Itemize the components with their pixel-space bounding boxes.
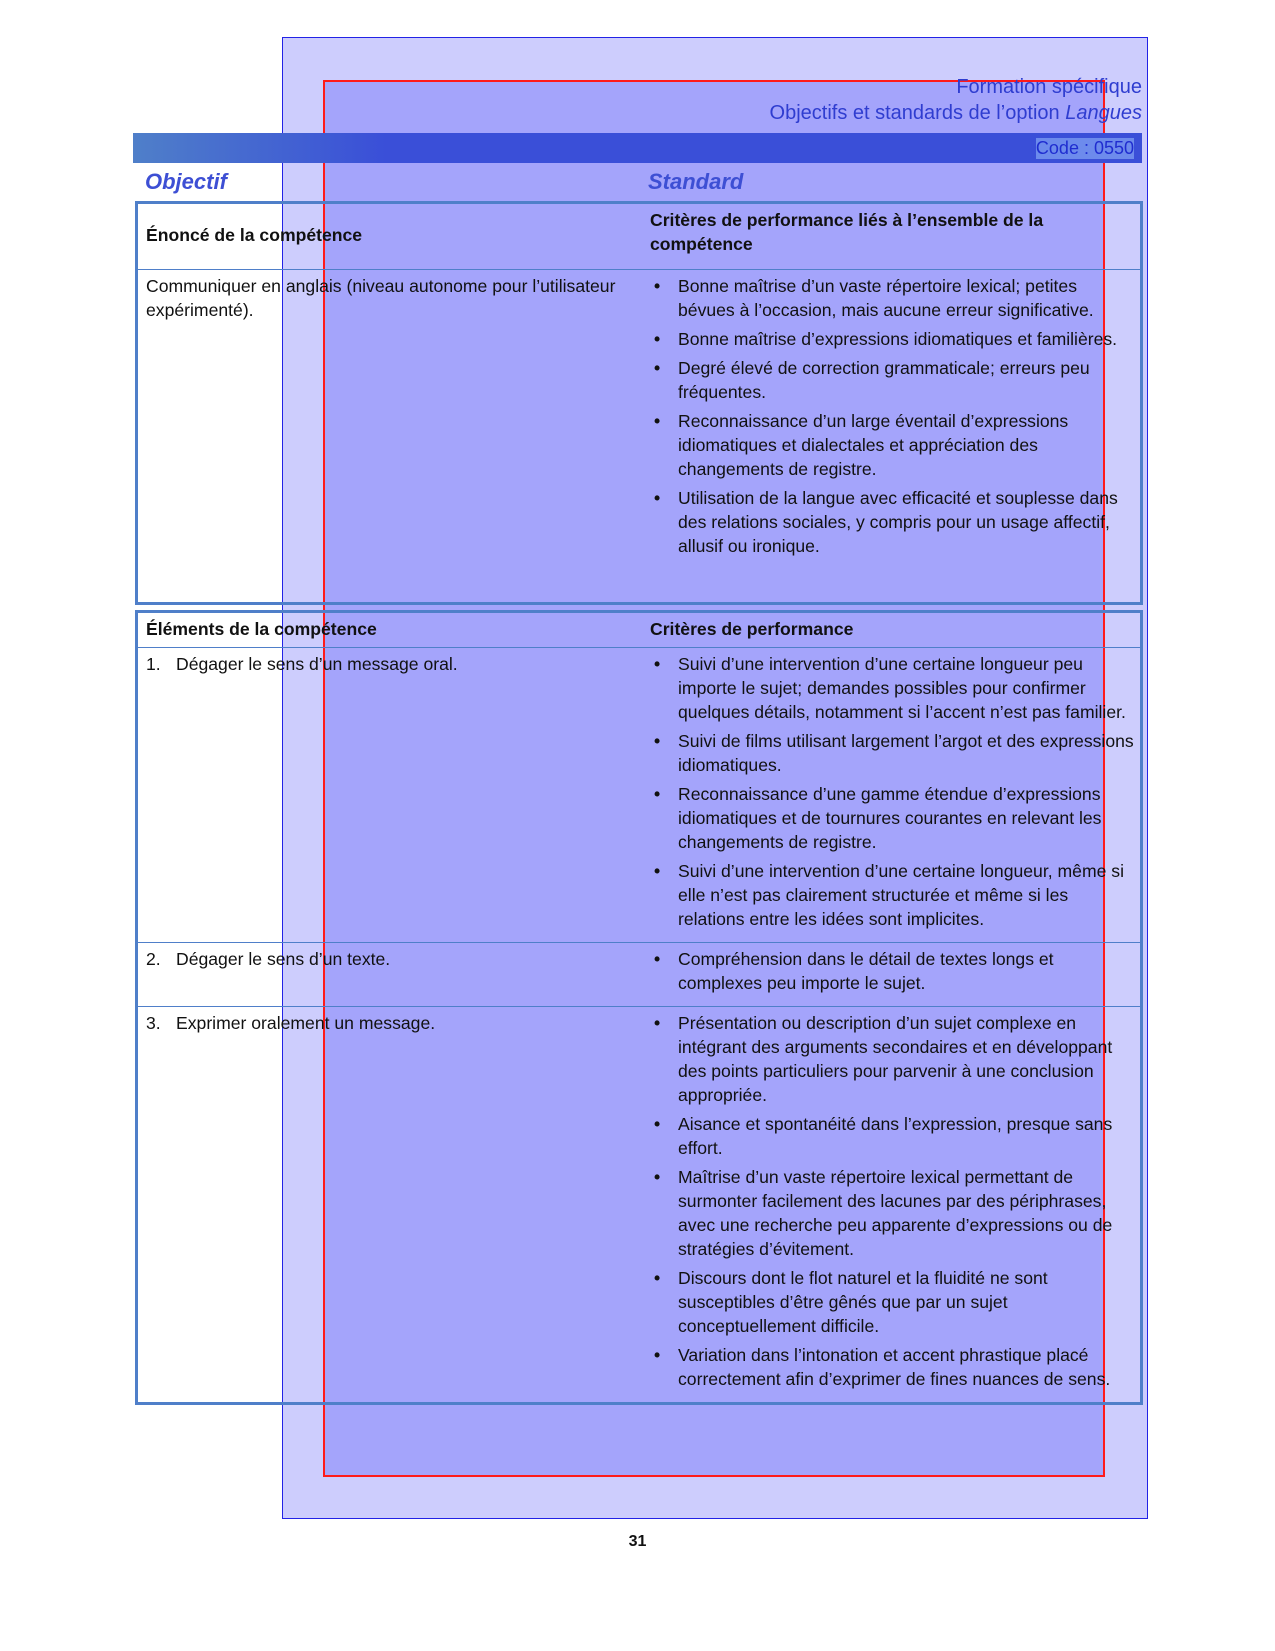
element-label [146,1011,636,1035]
header-title: Formation spécifique [956,76,1142,98]
criterion-item: • Degré élevé de correction grammaticale; erreurs peu fréquentes. [650,356,1134,404]
element-criteria-list [650,947,1134,995]
element-label-cell [137,943,643,1007]
program-code: Code : 0550 [1035,138,1134,158]
criterion-item: • Suivi de films utilisant largement l’argot et des expressions idiomatiques. [650,729,1134,777]
element-number: 3. [146,1013,161,1033]
header-subtitle [770,102,1142,125]
criterion-item: • Bonne maîtrise d’un vaste répertoire lexical; petites bévues à l’occasion, mais aucune erreur significative. [650,274,1134,322]
elements-header: Éléments de la compétence [146,619,377,639]
element-label-cell [137,1007,643,1404]
competence-statement: Communiquer en anglais (niveau autonome pour l’utilisateur expérimenté). [137,269,643,603]
element-criteria-list [650,652,1134,931]
element-text: Dégager le sens d’un message oral. [176,654,458,674]
criterion-item: • Discours dont le flot naturel et la fluidité ne sont susceptibles d’être gênés que par un sujet conceptuellement difficile. [650,1266,1134,1338]
criterion-item: • Maîtrise d’un vaste répertoire lexical permettant de surmonter facilement des lacunes par des périphrases, avec une recherche peu apparente d’expressions ou de stratégies d’évitement. [650,1165,1134,1261]
page-number: 31 [628,1533,647,1550]
elements-table [135,610,1143,1405]
element-text: Dégager le sens d’un texte. [176,949,391,969]
criterion-item: • Reconnaissance d’une gamme étendue d’expressions idiomatiques et de tournures courantes en relevant les changements de registre. [650,782,1134,854]
standard-column-title: Standard [648,169,744,194]
element-criteria-list [650,1011,1134,1391]
element-row [137,648,1142,943]
competence-table [135,201,1143,605]
objective-column-title: Objectif [145,169,227,194]
criterion-item: • Suivi d’une intervention d’une certaine longueur peu importe le sujet; demandes possibles pour confirmer quelques détails, notamment si l’accent n’est pas familier. [650,652,1134,724]
criterion-item: • Bonne maîtrise d’expressions idiomatiques et familières. [650,327,1134,351]
competence-criteria-cell [642,269,1142,603]
element-criteria-cell [642,943,1142,1007]
element-criteria-cell [642,648,1142,943]
element-row [137,1007,1142,1404]
element-label [146,947,636,971]
competence-statement-header: Énoncé de la compétence [146,225,363,246]
header-subtitle-italic: Langues [1065,102,1142,124]
criterion-item: • Utilisation de la langue avec efficacité et souplesse dans des relations sociales, y compris pour un usage affectif, allusif ou ironique. [650,486,1134,558]
header-subtitle-prefix: Objectifs et standards de l’option [769,102,1066,124]
element-row [137,943,1142,1007]
criterion-item: • Compréhension dans le détail de textes longs et complexes peu importe le sujet. [650,947,1134,995]
element-criteria-cell [642,1007,1142,1404]
elements-criteria-header: Critères de performance [650,619,854,639]
element-number: 2. [146,949,161,969]
criterion-item: • Suivi d’une intervention d’une certaine longueur, même si elle n’est pas clairement structurée et même si les relations entre les idées sont implicites. [650,859,1134,931]
criterion-item: • Variation dans l’intonation et accent phrastique placé correctement afin d’exprimer de fines nuances de sens. [650,1343,1134,1391]
element-label-cell [137,648,643,943]
criterion-item: • Reconnaissance d’un large éventail d’expressions idiomatiques et dialectales et appréciation des changements de registre. [650,409,1134,481]
element-text: Exprimer oralement un message. [176,1013,436,1033]
element-label [146,652,636,676]
code-band [133,133,1142,163]
criterion-item: • Présentation ou description d’un sujet complexe en intégrant des arguments secondaires et en développant des points particuliers pour parvenir à une conclusion appropriée. [650,1011,1134,1107]
competence-criteria-list [650,274,1134,558]
element-number: 1. [146,654,161,674]
criterion-item: • Aisance et spontanéité dans l’expression, presque sans effort. [650,1112,1134,1160]
competence-criteria-header: Critères de performance liés à l’ensemble de la compétence [650,210,1044,254]
